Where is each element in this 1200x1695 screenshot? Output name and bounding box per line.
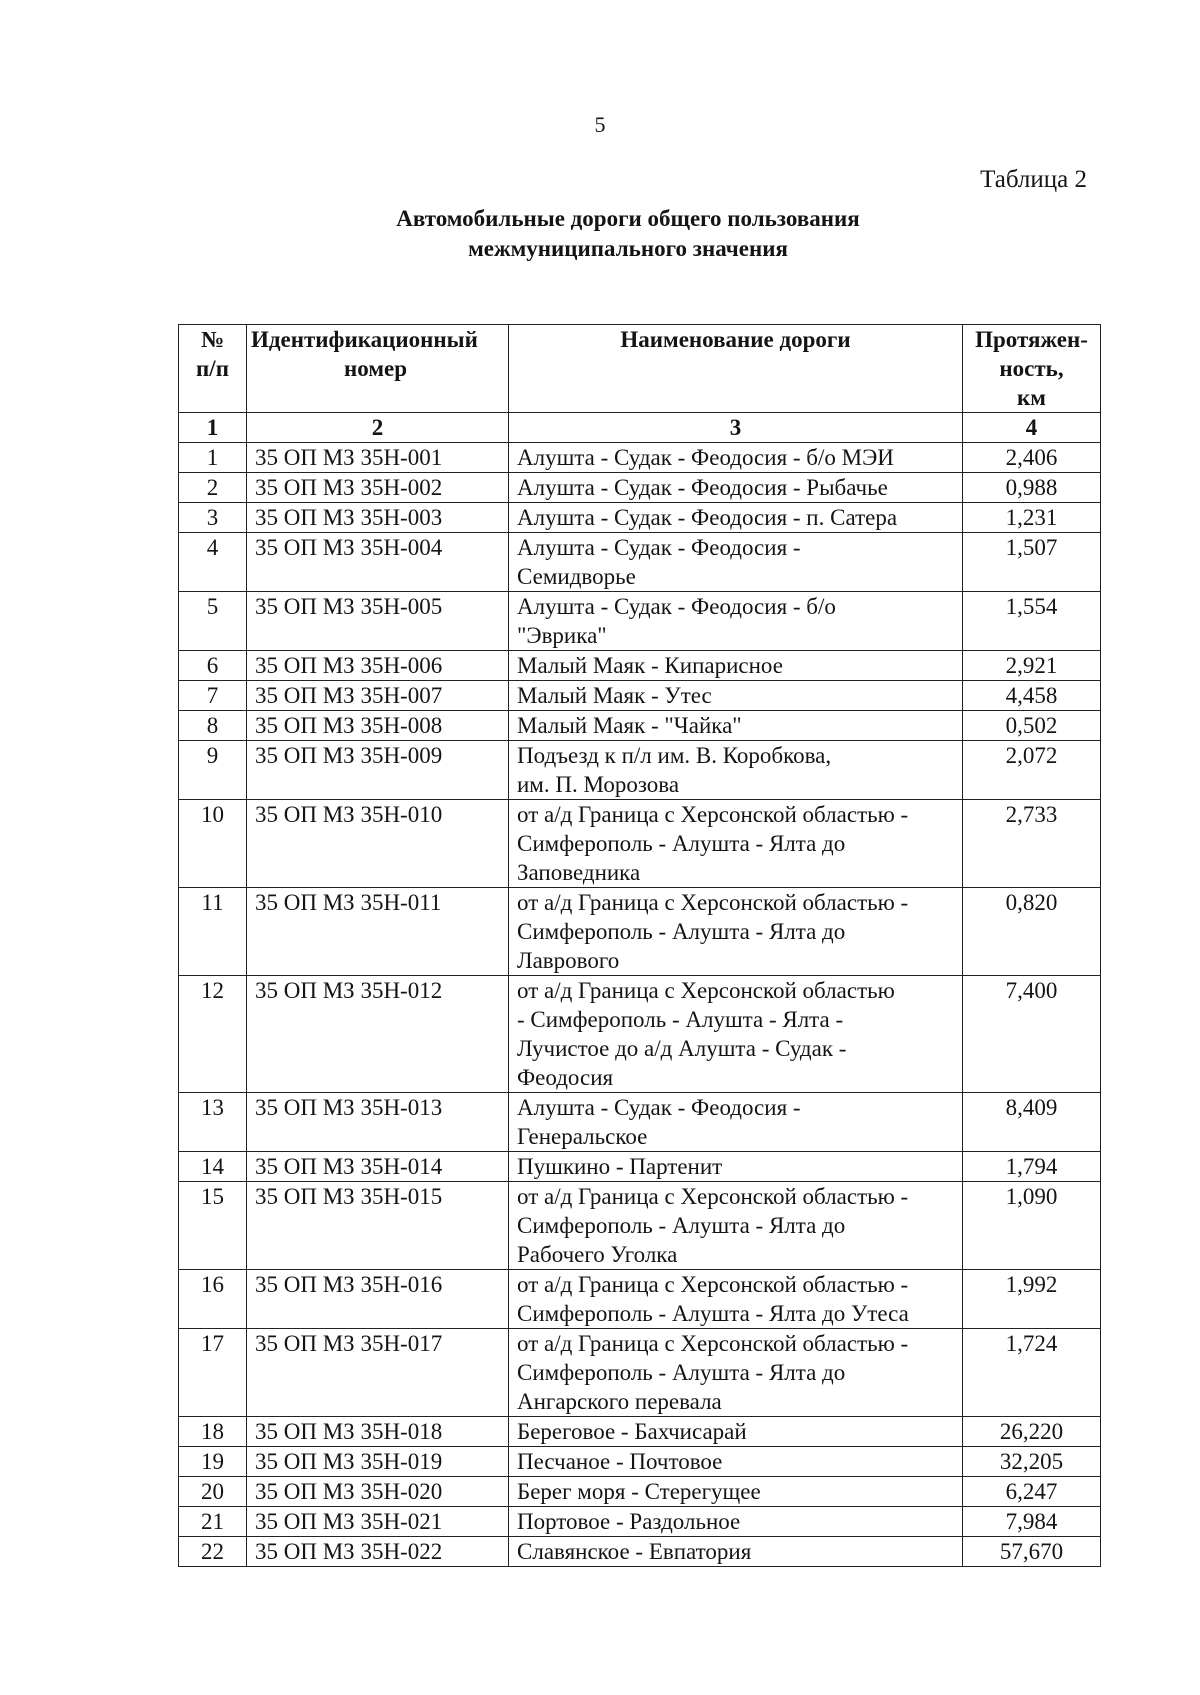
document-title-line: Автомобильные дороги общего пользования xyxy=(396,206,860,231)
row-number: 5 xyxy=(179,592,247,651)
road-name xyxy=(509,741,963,800)
header-length-line: ность, xyxy=(999,356,1064,381)
road-name-line: Лаврового xyxy=(517,948,620,973)
table-row xyxy=(179,1417,1101,1447)
table-row xyxy=(179,1152,1101,1182)
header-number xyxy=(179,325,247,413)
road-length: 1,794 xyxy=(963,1152,1101,1182)
page-number: 5 xyxy=(594,112,606,137)
road-length: 1,554 xyxy=(963,592,1101,651)
road-id: 35 ОП МЗ 35Н-015 xyxy=(247,1182,509,1270)
road-length: 8,409 xyxy=(963,1093,1101,1152)
row-number: 4 xyxy=(179,533,247,592)
row-number: 7 xyxy=(179,681,247,711)
road-name xyxy=(509,443,963,473)
roads-table xyxy=(178,324,1101,1567)
row-number: 20 xyxy=(179,1477,247,1507)
document-title-line: межмуниципального значения xyxy=(468,236,788,261)
table-row xyxy=(179,1182,1101,1270)
road-name xyxy=(509,1417,963,1447)
column-number: 4 xyxy=(963,413,1101,443)
road-name-line: - Симферополь - Алушта - Ялта - xyxy=(517,1007,844,1032)
row-number: 2 xyxy=(179,473,247,503)
road-name xyxy=(509,1093,963,1152)
road-name-line: "Эврика" xyxy=(517,623,607,648)
road-name-line: Песчаное - Почтовое xyxy=(517,1449,723,1474)
table-row xyxy=(179,473,1101,503)
row-number: 3 xyxy=(179,503,247,533)
road-id: 35 ОП МЗ 35Н-021 xyxy=(247,1507,509,1537)
table-row xyxy=(179,651,1101,681)
road-name xyxy=(509,473,963,503)
road-name-line: Феодосия xyxy=(517,1065,614,1090)
road-name-line: Алушта - Судак - Феодосия - xyxy=(517,535,801,560)
row-number: 16 xyxy=(179,1270,247,1329)
road-id: 35 ОП МЗ 35Н-009 xyxy=(247,741,509,800)
road-length: 7,400 xyxy=(963,976,1101,1093)
road-name-line: от а/д Граница с Херсонской областью - xyxy=(517,1331,909,1356)
table-row xyxy=(179,592,1101,651)
header-number-line: № xyxy=(200,327,225,352)
road-name-line: Портовое - Раздольное xyxy=(517,1509,741,1534)
road-id: 35 ОП МЗ 35Н-018 xyxy=(247,1417,509,1447)
road-name xyxy=(509,503,963,533)
road-length: 1,507 xyxy=(963,533,1101,592)
road-id: 35 ОП МЗ 35Н-016 xyxy=(247,1270,509,1329)
row-number: 9 xyxy=(179,741,247,800)
row-number: 10 xyxy=(179,800,247,888)
road-name xyxy=(509,800,963,888)
road-id: 35 ОП МЗ 35Н-010 xyxy=(247,800,509,888)
table-row xyxy=(179,1447,1101,1477)
road-name-line: от а/д Граница с Херсонской областью xyxy=(517,978,895,1003)
column-number: 1 xyxy=(179,413,247,443)
road-name-line: Лучистое до а/д Алушта - Судак - xyxy=(517,1036,847,1061)
road-id: 35 ОП МЗ 35Н-004 xyxy=(247,533,509,592)
road-length: 26,220 xyxy=(963,1417,1101,1447)
road-name-line: от а/д Граница с Херсонской областью - xyxy=(517,1272,909,1297)
road-id: 35 ОП МЗ 35Н-022 xyxy=(247,1537,509,1567)
row-number: 18 xyxy=(179,1417,247,1447)
header-road-name xyxy=(509,325,963,413)
table-row xyxy=(179,1270,1101,1329)
road-id: 35 ОП МЗ 35Н-011 xyxy=(247,888,509,976)
road-id: 35 ОП МЗ 35Н-014 xyxy=(247,1152,509,1182)
table-row xyxy=(179,888,1101,976)
road-name-line: Симферополь - Алушта - Ялта до xyxy=(517,1213,846,1238)
road-id: 35 ОП МЗ 35Н-002 xyxy=(247,473,509,503)
road-name xyxy=(509,1270,963,1329)
road-name xyxy=(509,1329,963,1417)
road-name-line: Алушта - Судак - Феодосия - Рыбачье xyxy=(517,475,888,500)
column-number-row xyxy=(179,413,1101,443)
header-length-line: км xyxy=(1017,385,1046,410)
row-number: 15 xyxy=(179,1182,247,1270)
row-number: 12 xyxy=(179,976,247,1093)
header-length xyxy=(963,325,1101,413)
table-header-row xyxy=(179,325,1101,413)
road-length: 2,921 xyxy=(963,651,1101,681)
table-row xyxy=(179,976,1101,1093)
row-number: 14 xyxy=(179,1152,247,1182)
road-length: 2,733 xyxy=(963,800,1101,888)
road-id: 35 ОП МЗ 35Н-007 xyxy=(247,681,509,711)
road-length: 2,072 xyxy=(963,741,1101,800)
road-id: 35 ОП МЗ 35Н-019 xyxy=(247,1447,509,1477)
road-name-line: от а/д Граница с Херсонской областью - xyxy=(517,890,909,915)
road-id: 35 ОП МЗ 35Н-006 xyxy=(247,651,509,681)
road-name-line: Малый Маяк - "Чайка" xyxy=(517,713,742,738)
road-name-line: Алушта - Судак - Феодосия - xyxy=(517,1095,801,1120)
table-row xyxy=(179,800,1101,888)
table-row xyxy=(179,741,1101,800)
road-name-line: им. П. Морозова xyxy=(517,772,680,797)
road-length: 1,992 xyxy=(963,1270,1101,1329)
table-row xyxy=(179,1537,1101,1567)
road-name xyxy=(509,711,963,741)
table-row xyxy=(179,711,1101,741)
header-number-line: п/п xyxy=(196,356,229,381)
header-id-line: Идентификационный xyxy=(251,327,478,352)
column-number: 3 xyxy=(509,413,963,443)
table-row xyxy=(179,503,1101,533)
road-name-line: Симферополь - Алушта - Ялта до xyxy=(517,831,846,856)
road-name-line: Алушта - Судак - Феодосия - п. Сатера xyxy=(517,505,898,530)
header-road-name-line: Наименование дороги xyxy=(620,327,851,352)
road-name-line: Малый Маяк - Утес xyxy=(517,683,712,708)
road-length: 0,988 xyxy=(963,473,1101,503)
road-name-line: Симферополь - Алушта - Ялта до xyxy=(517,1360,846,1385)
header-id-line: номер xyxy=(344,356,407,381)
row-number: 19 xyxy=(179,1447,247,1477)
road-length: 7,984 xyxy=(963,1507,1101,1537)
road-name xyxy=(509,651,963,681)
row-number: 22 xyxy=(179,1537,247,1567)
table-caption: Таблица 2 xyxy=(980,166,1087,193)
road-id: 35 ОП МЗ 35Н-017 xyxy=(247,1329,509,1417)
table-row xyxy=(179,1477,1101,1507)
road-name xyxy=(509,1182,963,1270)
road-id: 35 ОП МЗ 35Н-003 xyxy=(247,503,509,533)
road-name-line: Генеральское xyxy=(517,1124,648,1149)
road-length: 1,724 xyxy=(963,1329,1101,1417)
road-length: 2,406 xyxy=(963,443,1101,473)
road-name xyxy=(509,1537,963,1567)
road-length: 1,090 xyxy=(963,1182,1101,1270)
road-name xyxy=(509,1152,963,1182)
road-length: 32,205 xyxy=(963,1447,1101,1477)
row-number: 21 xyxy=(179,1507,247,1537)
road-name xyxy=(509,1447,963,1477)
road-length: 0,502 xyxy=(963,711,1101,741)
road-id: 35 ОП МЗ 35Н-020 xyxy=(247,1477,509,1507)
road-id: 35 ОП МЗ 35Н-013 xyxy=(247,1093,509,1152)
road-name-line: Рабочего Уголка xyxy=(517,1242,678,1267)
table-row xyxy=(179,681,1101,711)
road-id: 35 ОП МЗ 35Н-012 xyxy=(247,976,509,1093)
road-name xyxy=(509,681,963,711)
road-name-line: Алушта - Судак - Феодосия - б/о МЭИ xyxy=(517,445,894,470)
road-name-line: Пушкино - Партенит xyxy=(517,1154,723,1179)
table-row xyxy=(179,1329,1101,1417)
road-length: 0,820 xyxy=(963,888,1101,976)
road-length: 4,458 xyxy=(963,681,1101,711)
header-id xyxy=(247,325,509,413)
road-name xyxy=(509,976,963,1093)
road-name xyxy=(509,1507,963,1537)
column-number: 2 xyxy=(247,413,509,443)
row-number: 13 xyxy=(179,1093,247,1152)
road-name-line: от а/д Граница с Херсонской областью - xyxy=(517,1184,909,1209)
road-length: 57,670 xyxy=(963,1537,1101,1567)
road-name-line: Симферополь - Алушта - Ялта до Утеса xyxy=(517,1301,909,1326)
row-number: 6 xyxy=(179,651,247,681)
road-name-line: Малый Маяк - Кипарисное xyxy=(517,653,783,678)
road-name-line: Славянское - Евпатория xyxy=(517,1539,752,1564)
road-id: 35 ОП МЗ 35Н-001 xyxy=(247,443,509,473)
road-name-line: Берег моря - Стерегущее xyxy=(517,1479,761,1504)
road-name xyxy=(509,888,963,976)
road-name-line: от а/д Граница с Херсонской областью - xyxy=(517,802,909,827)
road-name xyxy=(509,1477,963,1507)
road-name-line: Заповедника xyxy=(517,860,641,885)
road-id: 35 ОП МЗ 35Н-008 xyxy=(247,711,509,741)
document-title xyxy=(0,204,1200,264)
road-name xyxy=(509,533,963,592)
row-number: 1 xyxy=(179,443,247,473)
row-number: 8 xyxy=(179,711,247,741)
road-name xyxy=(509,592,963,651)
table-row xyxy=(179,533,1101,592)
row-number: 17 xyxy=(179,1329,247,1417)
table-row xyxy=(179,1093,1101,1152)
road-length: 6,247 xyxy=(963,1477,1101,1507)
road-name-line: Ангарского перевала xyxy=(517,1389,722,1414)
road-length: 1,231 xyxy=(963,503,1101,533)
table-row xyxy=(179,443,1101,473)
road-id: 35 ОП МЗ 35Н-005 xyxy=(247,592,509,651)
road-name-line: Алушта - Судак - Феодосия - б/о xyxy=(517,594,836,619)
table-body xyxy=(179,443,1101,1567)
road-name-line: Подъезд к п/л им. В. Коробкова, xyxy=(517,743,832,768)
road-name-line: Симферополь - Алушта - Ялта до xyxy=(517,919,846,944)
road-name-line: Семидворье xyxy=(517,564,636,589)
row-number: 11 xyxy=(179,888,247,976)
road-name-line: Береговое - Бахчисарай xyxy=(517,1419,747,1444)
table-row xyxy=(179,1507,1101,1537)
header-length-line: Протяжен- xyxy=(975,327,1088,352)
